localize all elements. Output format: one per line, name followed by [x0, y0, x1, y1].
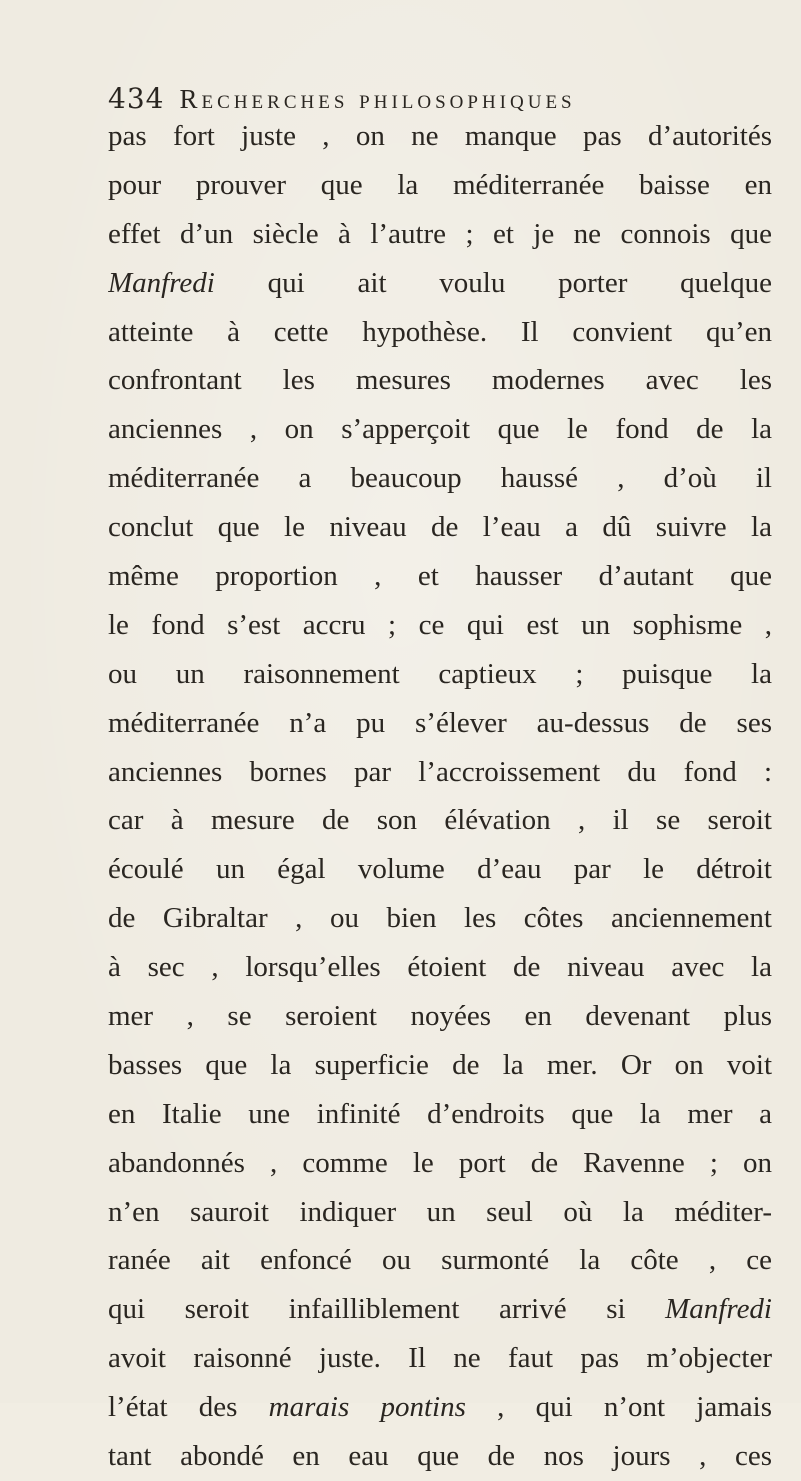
text-segment: atteinte à cette hypothèse. Il convient qu’en	[108, 315, 772, 348]
text-line	[108, 308, 772, 357]
text-segment: écoulé un égal volume d’eau par le détroit	[108, 853, 772, 886]
text-line	[108, 1432, 772, 1481]
text-segment: qui ait voulu porter quelque	[214, 266, 772, 299]
text-segment: basses que la superficie de la mer. Or on voit	[108, 1048, 772, 1081]
text-line	[108, 601, 772, 650]
text-segment: ranée ait enfoncé ou surmonté la côte , ce	[108, 1244, 772, 1277]
text-segment: ou un raisonnement captieux ; puisque la	[108, 657, 772, 690]
text-line	[108, 210, 772, 259]
text-segment: abandonnés , comme le port de Ravenne ; on	[108, 1146, 772, 1179]
text-segment: pas fort juste , on ne manque pas d’autorités	[108, 120, 772, 152]
text-segment: le fond s’est accru ; ce qui est un sophisme ,	[108, 608, 772, 641]
text-segment: tant abondé en eau que de nos jours , ces	[108, 1440, 772, 1473]
text-segment: méditerranée n’a pu s’élever au-dessus de ses	[108, 706, 772, 739]
text-line	[108, 1285, 772, 1334]
italic-text: Manfredi	[108, 266, 215, 299]
text-line	[108, 259, 772, 308]
italic-text: Manfredi	[665, 1293, 772, 1326]
text-line	[108, 1334, 772, 1383]
text-line	[108, 845, 772, 894]
text-segment: avoit raisonné juste. Il ne faut pas m’objecter	[108, 1342, 772, 1375]
text-segment: confrontant les mesures modernes avec les	[108, 364, 772, 397]
text-line	[108, 796, 772, 845]
text-line	[108, 161, 772, 210]
text-line	[108, 552, 772, 601]
text-line	[108, 992, 772, 1041]
text-segment: effet d’un siècle à l’autre ; et je ne connois que	[108, 217, 772, 250]
text-line	[108, 454, 772, 503]
text-segment: l’état des	[108, 1391, 269, 1424]
text-segment: de Gibraltar , ou bien les côtes anciennement	[108, 902, 772, 935]
text-segment: mer , se seroient noyées en devenant plus	[108, 1000, 772, 1033]
text-segment: n’en sauroit indiquer un seul où la méditer-	[108, 1195, 772, 1228]
text-line	[108, 894, 772, 943]
text-line	[108, 503, 772, 552]
text-segment: en Italie une infinité d’endroits que la mer a	[108, 1097, 772, 1130]
text-segment: anciennes , on s’apperçoit que le fond de la	[108, 413, 772, 446]
text-line	[108, 1139, 772, 1188]
text-segment: car à mesure de son élévation , il se seroit	[108, 804, 772, 837]
italic-text: marais pontins	[268, 1391, 466, 1424]
text-segment: méditerranée a beaucoup haussé , d’où il	[108, 462, 772, 495]
text-line	[108, 650, 772, 699]
text-segment: , qui n’ont jamais	[465, 1391, 772, 1424]
text-line	[108, 356, 772, 405]
text-segment: qui seroit infailliblement arrivé si	[108, 1293, 666, 1326]
page-number: 434	[108, 82, 165, 115]
body-text	[108, 112, 772, 1481]
text-line	[108, 1383, 772, 1432]
text-line	[108, 699, 772, 748]
text-segment: anciennes bornes par l’accroissement du fond :	[108, 755, 772, 788]
text-segment: conclut que le niveau de l’eau a dû suivre la	[108, 511, 772, 544]
text-line	[108, 943, 772, 992]
text-line	[108, 1236, 772, 1285]
running-title: Recherches philosophiques	[179, 84, 576, 114]
text-line	[108, 1041, 772, 1090]
text-segment: à sec , lorsqu’elles étoient de niveau avec la	[108, 951, 772, 984]
text-line	[108, 112, 772, 161]
text-segment: pour prouver que la méditerranée baisse en	[108, 168, 772, 201]
text-line	[108, 405, 772, 454]
text-line	[108, 748, 772, 797]
text-segment: même proportion , et hausser d’autant que	[108, 560, 772, 593]
text-line	[108, 1188, 772, 1237]
text-line	[108, 1090, 772, 1139]
